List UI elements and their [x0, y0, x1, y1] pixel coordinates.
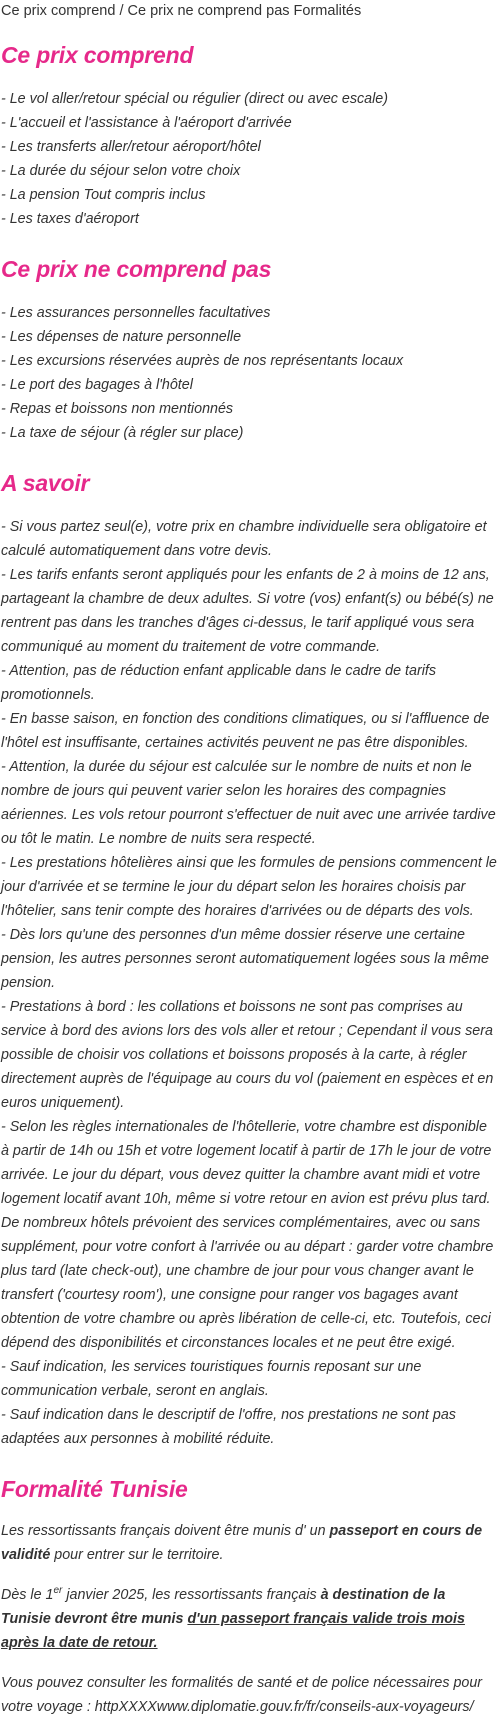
list-item: - Les transferts aller/retour aéroport/hôtel	[1, 139, 261, 155]
list-item: - L'accueil et l'assistance à l'aéroport d'arrivée	[1, 115, 292, 131]
emphasis-valid-passport: passeport en cours de validité	[1, 1523, 483, 1563]
list-item: - Repas et boissons non mentionnés	[1, 401, 234, 417]
list-item: - Les excursions réservées auprès de nos représentants locaux	[1, 353, 404, 369]
breadcrumb: Ce prix comprend / Ce prix ne comprend pas Formalités	[1, 3, 362, 19]
section-title-excludes: Ce prix ne comprend pas	[1, 256, 272, 282]
formalities-consult-paragraph: Vous pouvez consulter les formalités de santé et de police nécessaires pour votre voyage : httpXXXXwww.diplomatie.gouv.fr/fr/conseils-aux-voyageurs/	[1, 1675, 483, 1715]
includes-list	[1, 87, 498, 231]
section-title-formalities: Formalité Tunisie	[1, 1476, 188, 1502]
list-item: - Les taxes d'aéroport	[1, 211, 139, 227]
formalities-passport-paragraph: Les ressortissants français doivent être munis d' un passeport en cours de validité pour entrer sur le territoire.	[1, 1523, 483, 1563]
list-item: - La durée du séjour selon votre choix	[1, 163, 241, 179]
emphasis-destination: à destination de la Tunisie devront être munis	[1, 1587, 446, 1627]
list-item: - Les assurances personnelles facultatives	[1, 305, 271, 321]
list-item: - Les dépenses de nature personnelle	[1, 329, 242, 345]
list-item: - Le vol aller/retour spécial ou régulier (direct ou avec escale)	[1, 91, 388, 107]
section-title-includes: Ce prix comprend	[1, 42, 194, 68]
list-item: - La taxe de séjour (à régler sur place)	[1, 425, 244, 441]
section-title-notes: A savoir	[1, 470, 90, 496]
formalities-2025-paragraph: Dès le 1er janvier 2025, les ressortissants français à destination de la Tunisie devront être munis d'un passeport français valide trois mois après la date de retour.	[1, 1585, 465, 1651]
list-item: - La pension Tout compris inclus	[1, 187, 206, 203]
emphasis-passport-validity: d'un passeport français valide trois mois après la date de retour.	[1, 1611, 465, 1651]
notes-text: - Si vous partez seul(e), votre prix en chambre individuelle sera obligatoire et calculé automatiquement dans votre devis. - Les tarifs enfants seront appliqués pour les enfants de 2 à moins de 12 ans, partageant la chambre de deux adultes. Si votre (vos) enfant(s) ou bébé(s) ne rentrent pas dans les tranches d'âges ci-dessus, le tarif appliqué vous sera communiqué au moment du traitement de votre commande. - Attention, pas de réduction enfant applicable dans le cadre de tarifs promotionnels. - En basse saison, en fonction des conditions climatiques, ou si l'affluence de l'hôtel est insuffisante, certaines activités peuvent ne pas être disponibles. - Attention, la durée du séjour est calculée sur le nombre de nuits et non le nombre de jours qui peuvent varier selon les horaires des compagnies aériennes. Les vols retour pourront s'effectuer de nuit avec une arrivée tardive ou tôt le matin. Le nombre de nuits sera respecté. - Les prestations hôtelières ainsi que les formules de pensions commencent le jour d'arrivée et se termine le jour du départ selon les horaires choisis par l'hôtelier, sans tenir compte des horaires d'arrivées ou de départs des vols. - Dès lors qu'une des personnes d'un même dossier réserve une certaine pension, les autres personnes seront automatiquement logées sous la même pension. - Prestations à bord : les collations et boissons ne sont pas comprises au service à bord des avions lors des vols aller et retour ; Cependant il vous sera possible de choisir vos collations et boissons proposés à la carte, à régler directement auprès de l'équipage au cours du vol (paiement en espèces et en euros uniquement). - Selon les règles internationales de l'hôtellerie, votre chambre est disponible à partir de 14h ou 15h et votre logement locatif à partir de 17h le jour de votre arrivée. Le jour du départ, vous devez quitter la chambre avant midi et votre logement locatif avant 10h, même si votre retour en avion est prévu plus tard. De nombreux hôtels prévoient des services complémentaires, avec ou sans supplément, pour votre confort à l'arrivée ou au départ : garder votre chambre plus tard (late check-out), une chambre de jour pour vous changer avant le transfert ('courtesy room'), une consigne pour ranger vos bagages avant obtention de votre chambre ou après libération de celle-ci, etc. Toutefois, ceci dépend des disponibilités et circonstances locales et ne peut être exigé. - Sauf indication, les services touristiques fournis reposant sur une communication verbale, seront en anglais. - Sauf indication dans le descriptif de l'offre, nos prestations ne sont pas adaptées aux personnes à mobilité réduite.	[1, 519, 497, 1447]
excludes-list	[1, 301, 498, 445]
list-item: - Le port des bagages à l'hôtel	[1, 377, 193, 393]
